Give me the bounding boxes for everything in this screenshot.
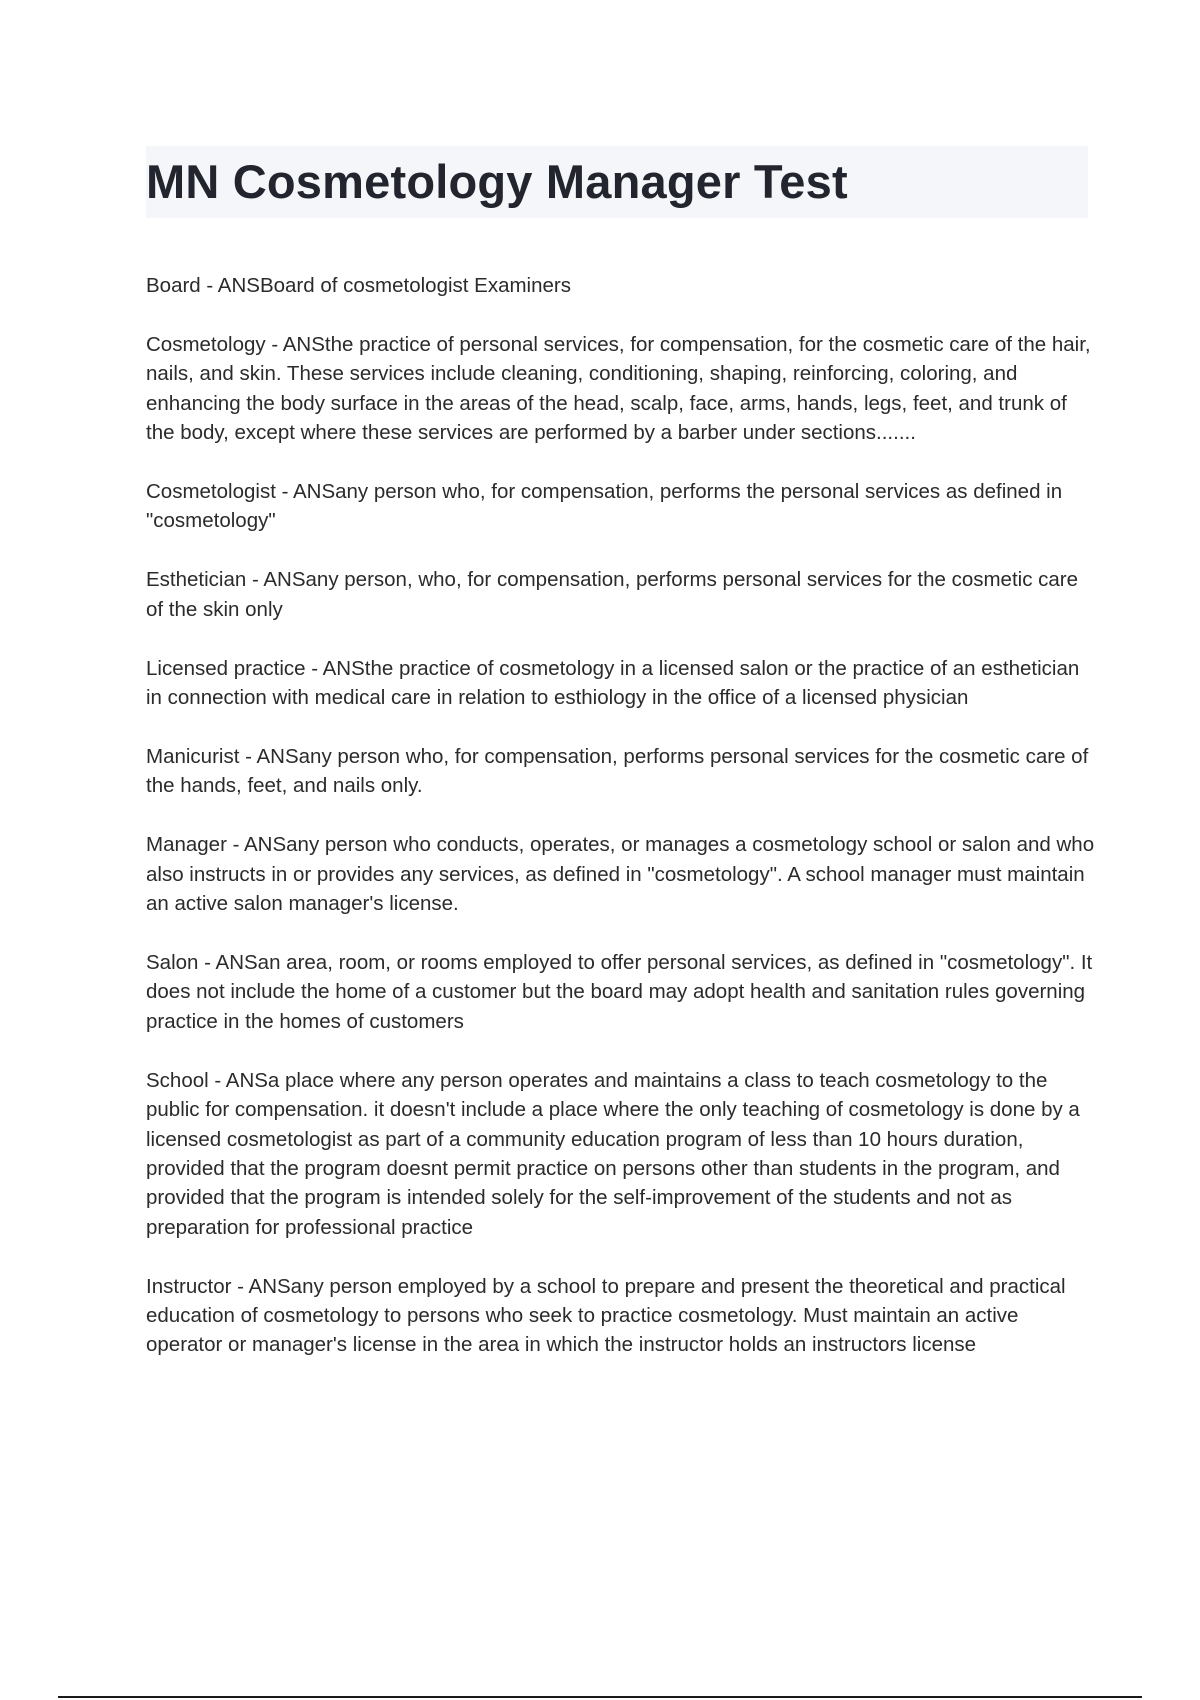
footer-divider [58,1696,1142,1698]
definition-cosmetologist: Cosmetologist - ANSany person who, for compensation, performs the personal services as defined in "cosmetology" [146,480,1063,533]
definition-licensed-practice: Licensed practice - ANSthe practice of cosmetology in a licensed salon or the practice of an esthetician in connection with medical care in relation to esthiology in the office of a licensed physician [146,656,1080,710]
definition-instructor: Instructor - ANSany person employed by a school to prepare and present the theoretical and practical education of cosmetology to persons who seek to practice cosmetology. Must maintain an active operator or manager's license in the area in which the instructor holds an instructors license [146,1274,1066,1357]
definition-school: School - ANSa place where any person operates and maintains a class to teach cosmetology to the public for compensation. it doesn't include a place where the only teaching of cosmetology is done by a licensed cosmetologist as part of a community education program of less than 10 hours duration, provided that the program doesnt permit practice on persons other than students in the program, and provided that the program is intended solely for the self-improvement of the students and not as preparation for professional practice [146,1068,1080,1239]
definition-manager: Manager - ANSany person who conducts, operates, or manages a cosmetology school or salon and who also instructs in or provides any services, as defined in "cosmetology". A school manager must maintain an active salon manager's license. [146,833,1095,916]
definition-board: Board - ANSBoard of cosmetologist Examiners [146,274,571,297]
definition-cosmetology: Cosmetology - ANSthe practice of personal services, for compensation, for the cosmetic care of the hair, nails, and skin. These services include cleaning, conditioning, shaping, reinforcing, coloring, and enhancing the body surface in the areas of the head, scalp, face, arms, hands, legs, feet, and trunk of the body, except where these services are performed by a barber under sections....... [146,332,1091,445]
definitions-list [146,271,1096,1389]
definition-manicurist: Manicurist - ANSany person who, for compensation, performs personal services for the cosmetic care of the hands, feet, and nails only. [146,744,1089,798]
definition-esthetician: Esthetician - ANSany person, who, for compensation, performs personal services for the cosmetic care of the skin only [146,568,1079,621]
page-title: MN Cosmetology Manager Test [146,155,848,208]
definition-salon: Salon - ANSan area, room, or rooms employed to offer personal services, as defined in "cosmetology". It does not include the home of a customer but the board may adopt health and sanitation rules governing practice in the homes of customers [146,951,1093,1033]
